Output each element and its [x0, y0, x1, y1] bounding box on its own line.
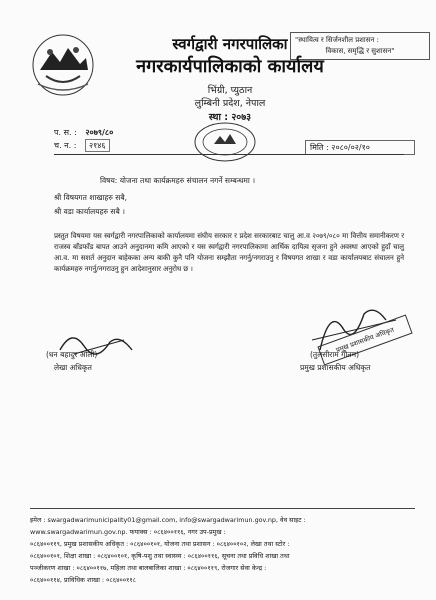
ps-number: [54, 127, 113, 138]
slogan-line-1: "स्थायित्व र सिर्जनशील प्रशासन :: [295, 36, 379, 44]
footer-line-2: www.swargadwarimun.gov.np. फयाक्स : ०८६४००११६, नगर उप-प्रमुख :: [30, 528, 226, 536]
municipality-name: स्वर्गद्वारी नगरपालिका: [172, 35, 288, 53]
office-province: लुम्बिनी प्रदेश, नेपाल: [194, 98, 266, 109]
cn-number: [54, 139, 110, 152]
accountant-title: लेखा अधिकृत: [54, 363, 92, 372]
cao-stamp: प्रमुख प्रशासकीय अधिकृत: [317, 315, 412, 366]
footer-line-4: ०८६४००१०१, शिक्षा शाखा : ०८६४००१०१, कृषि-पशु तथा स्वास्थ्य : ०८६४००११६, सूचना तथा प्रविधि शाखा तथा: [30, 552, 290, 560]
accountant-name: (धन बहादुर ओली): [46, 350, 98, 359]
date-box: [305, 140, 415, 155]
date-value: २०८०/०२/१०: [331, 143, 370, 152]
cao-name: (तुलसीराम गौतम): [310, 350, 360, 359]
addressee-2: श्री वडा कार्यालयहरु सबै ।: [54, 207, 126, 216]
header-divider: [54, 154, 404, 155]
addressee-1: श्री विषयगत शाखाहरु सबै,: [54, 193, 128, 202]
cao-title: प्रमुख प्रशासकीय अधिकृत: [300, 363, 371, 372]
established-year: स्था : २०७३: [208, 112, 252, 123]
cn-label: च. न. :: [54, 141, 77, 150]
footer-line-1: इमेल : swargadwarimunicipality01@gmail.com, info@swargadwarimun.gov.np, वेव साइट :: [30, 516, 306, 524]
cn-value: २१४६: [85, 139, 110, 152]
contact-footer: [30, 514, 415, 586]
office-name: नगरकार्यपालिकाको कार्यालय: [136, 56, 324, 77]
nepal-emblem-icon: [30, 30, 96, 100]
footer-line-3: ०८६४००११९, प्रमुख प्रशासकीय अधिकृत : ०८६४००१०१, योजना तथा प्रशासन : ०८६४००१०२, लेखा तथा स्टोर :: [30, 540, 290, 548]
office-seal-icon: [192, 120, 258, 164]
body-paragraph: प्रस्तुत विषयमा यस स्वर्गद्वारी नगरपालिकाको कार्यालयमा संघीय सरकार र प्रदेश सरकारबाट चालु आ.व २०७९/०८० मा वित्तीय समानीकरण र राजस्व बाँडफाँड बापत आउने अनुदानमा कमि आएको र यस स्वर्गद्वारी नगरपालिकामा आर्थिक दायित्व सृजना हुने अवस्था आएको हुदाँ चालु आ.व. मा सशर्त अनुदान बाहेकका अन्य बाकी कुनै पनि योजना सम्झौता नगर्नु/नगराउनु र विषयगत शाखा र वडा कार्यालयबाट संचालन हुने कार्यक्रमहरु नगर्नु/नगराउनु हुन आदेशानुसार अनुरोध छ ।: [54, 231, 404, 273]
slogan-line-2: विकास, समृद्धि र सुशासन": [325, 47, 395, 55]
ps-value: २०७९/८०: [85, 128, 114, 137]
footer-line-6: ०८६४००११४, प्राविधिक शाखा : ०८६४००११८: [30, 576, 137, 584]
footer-divider: [30, 508, 415, 509]
date-label: मिति :: [310, 143, 329, 152]
ps-label: प. स. :: [54, 128, 77, 137]
subject-line: विषय: योजना तथा कार्यक्रमहरु संचालन नगर्ने सम्बन्धमा ।: [100, 176, 256, 185]
footer-line-5: पञ्जीकरण शाखा : ०८६४००११७, महिला तथा बालबालिका शाखा : ०८६४००११९, रोजगार सेवा केन्द्र :: [30, 564, 267, 572]
office-location: भिंग्री, प्युठान: [207, 85, 253, 96]
